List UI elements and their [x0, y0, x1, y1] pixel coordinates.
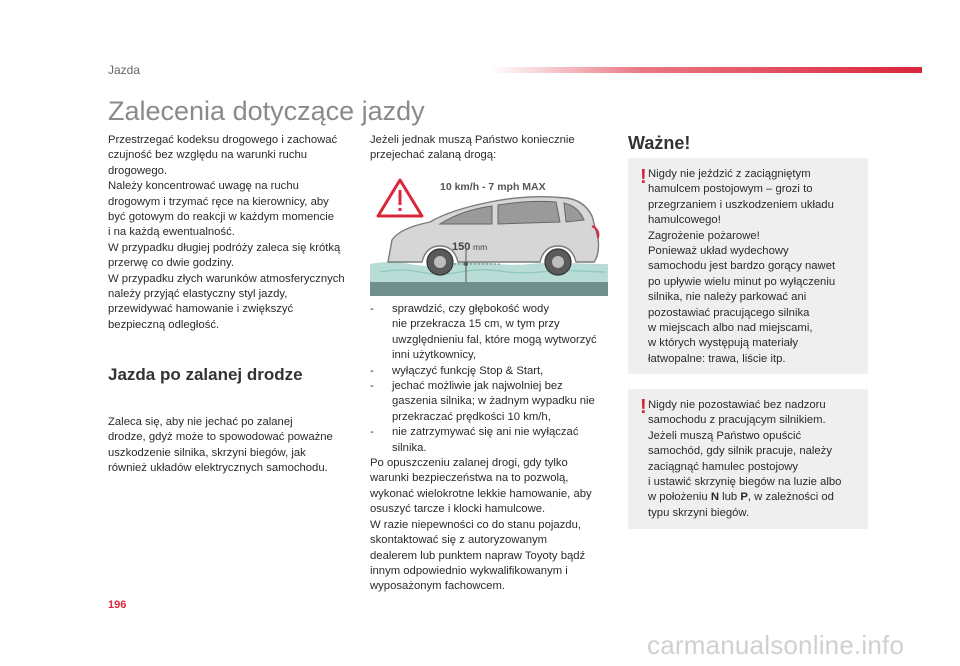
text-line: osuszyć tarcze i klocki hamulcowe. [370, 503, 546, 516]
text-line: przekraczać prędkości 10 km/h, [392, 410, 551, 423]
text-line: hamulcowego! [648, 214, 721, 227]
text-line: należy przyjąć elastyczny styl jazdy, [108, 288, 288, 301]
text-line: bezpieczną odległość. [108, 318, 220, 331]
text-line: W razie niepewności co do stanu pojazdu, [370, 518, 581, 531]
text-line: w których występują materiały [648, 337, 799, 350]
list-item [370, 302, 610, 364]
text-line: Zaleca się, aby nie jechać po zalanej [108, 416, 293, 428]
warning-text [648, 167, 853, 367]
text-line: zaciągnąć hamulec postojowy [648, 460, 799, 473]
text-line: uszkodzenie silnika, skrzyni biegów, jak [108, 446, 306, 459]
text-line: przerwę co dwie godziny. [108, 257, 234, 270]
text-line: drogowego. [108, 164, 168, 177]
text-line: silnika, nie należy parkować ani [648, 291, 807, 304]
text-line: drodze, gdyż może to spowodować poważne [108, 431, 333, 444]
text-line: pozostawiać pracującego silnika [648, 306, 810, 319]
page-number: 196 [108, 599, 127, 611]
flooded-road-heading: Jazda po zalanej drodze [108, 365, 303, 384]
text-line: nie przekracza 15 cm, w tym przy [392, 318, 560, 331]
text-line: samochodu z pracującym silnikiem. [648, 414, 826, 427]
text-line: innym odpowiednio wykwalifikowanym i [370, 564, 568, 577]
text-line: Ponieważ układ wydechowy [648, 245, 789, 258]
text-line: W przypadku złych warunków atmosferycznych [108, 272, 345, 285]
text-line: po upływie wielu minut po wyłączeniu [648, 275, 836, 288]
text-line: przejechać zalaną drogą: [370, 149, 497, 162]
text-fragment: , w zależności od [747, 491, 834, 504]
bullet-dash: - [370, 364, 374, 377]
text-line: silnika. [392, 441, 427, 454]
list-item [370, 425, 610, 456]
text-line: sprawdzić, czy głębokość wody [392, 303, 549, 315]
warning-box-parking-brake [628, 158, 868, 374]
speed-limit-label: 10 km/h - 7 mph MAX [440, 181, 546, 193]
header-accent-bar [490, 67, 922, 73]
bullet-dash: - [370, 426, 374, 439]
warning-triangle-icon [378, 180, 422, 216]
text-line: przegrzaniem i uszkodzeniem układu [648, 198, 834, 211]
warning-heading: Ważne! [628, 133, 691, 153]
text-line: skontaktować się z autoryzowanym [370, 534, 548, 547]
warning-text [648, 398, 853, 521]
text-line: Jeżeli jednak muszą Państwo koniecznie [370, 134, 575, 146]
water-area [370, 262, 608, 284]
text-line: hamulcem postojowym – grozi to [648, 183, 813, 196]
text-line: Po opuszczeniu zalanej drogi, gdy tylko [370, 457, 568, 470]
car-icon [388, 197, 599, 275]
text-line: i na każdą ewentualność. [108, 226, 235, 239]
bullet-dash: - [370, 380, 374, 393]
section-label: Jazda [108, 63, 141, 77]
exclamation-icon: ! [640, 396, 647, 418]
text-line: Nigdy nie jeździć z zaciągniętym [648, 168, 811, 180]
intro-text [108, 133, 358, 333]
text-line: być gotowym do reakcji w każdym momencie [108, 211, 335, 224]
flooded-road-text [108, 415, 358, 477]
flooded-road-illustration [370, 176, 608, 296]
text-line: wykonać wielokrotne lekkie hamowanie, aby [370, 487, 592, 500]
watermark: carmanualsonline.info [647, 630, 905, 660]
road-surface [370, 282, 608, 296]
text-line: w miejscach albo nad miejscami, [648, 322, 813, 335]
flooded-road-steps [370, 302, 610, 595]
gear-n-label: N [710, 491, 719, 504]
text-line: Należy koncentrować uwagę na ruchu [108, 180, 299, 193]
text-line: przewidywać hamowanie i zwiększyć [108, 303, 294, 316]
text-line: dealerem lub punktem napraw Toyoty bądź [370, 549, 586, 562]
text-line [648, 490, 853, 505]
text-line: drogowym i trzymać ręce na kierownicy, aby [108, 195, 329, 208]
text-line: również układów elektrycznych samochodu. [108, 462, 328, 475]
text-line: Jeżeli muszą Państwo opuścić [648, 429, 802, 442]
depth-value: 150 [452, 241, 471, 253]
text-line: warunki bezpieczeństwa na to pozwolą, [370, 472, 569, 485]
text-fragment: w położeniu [648, 491, 711, 504]
text-line: nie zatrzymywać się ani nie wyłączać [392, 426, 579, 439]
text-line: jechać możliwie jak najwolniej bez [392, 380, 563, 393]
depth-marker [464, 262, 468, 266]
text-line: Przestrzegać kodeksu drogowego i zachować [108, 134, 338, 146]
text-line: uwzględnieniu fal, które mogą wytworzyć [392, 333, 597, 346]
gear-p-label: P [740, 491, 748, 504]
text-line: gaszenia silnika; w żadnym wypadku nie [392, 395, 595, 408]
text-line: i ustawić skrzynię biegów na luzie albo [648, 476, 842, 489]
list-item [370, 364, 610, 379]
text-line: Nigdy nie pozostawiać bez nadzoru [648, 399, 826, 411]
exclamation-icon: ! [640, 166, 647, 188]
warning-box-engine-running [628, 389, 868, 529]
list-item [370, 379, 610, 425]
text-line: W przypadku długiej podróży zaleca się krótką [108, 241, 341, 254]
page-title: Zalecenia dotyczące jazdy [108, 96, 425, 126]
text-line: typu skrzyni biegów. [648, 506, 750, 519]
text-line: inni użytkownicy, [392, 349, 476, 362]
text-line: wyłączyć funkcję Stop & Start, [392, 364, 544, 377]
text-fragment: lub [718, 491, 741, 504]
text-line: samochodu jest bardzo gorący nawet [648, 260, 836, 273]
text-line: wyposażonym fachowcem. [370, 580, 505, 593]
bullet-dash: - [370, 303, 374, 315]
text-line: samochód, gdy silnik pracuje, należy [648, 445, 832, 458]
depth-unit: mm [473, 242, 488, 252]
text-line: łatwopalne: trawa, liście itp. [648, 352, 786, 365]
text-line: czujność bez względu na warunki ruchu [108, 149, 308, 162]
flooded-road-intro [370, 133, 610, 164]
text-line: Zagrożenie pożarowe! [648, 229, 760, 242]
